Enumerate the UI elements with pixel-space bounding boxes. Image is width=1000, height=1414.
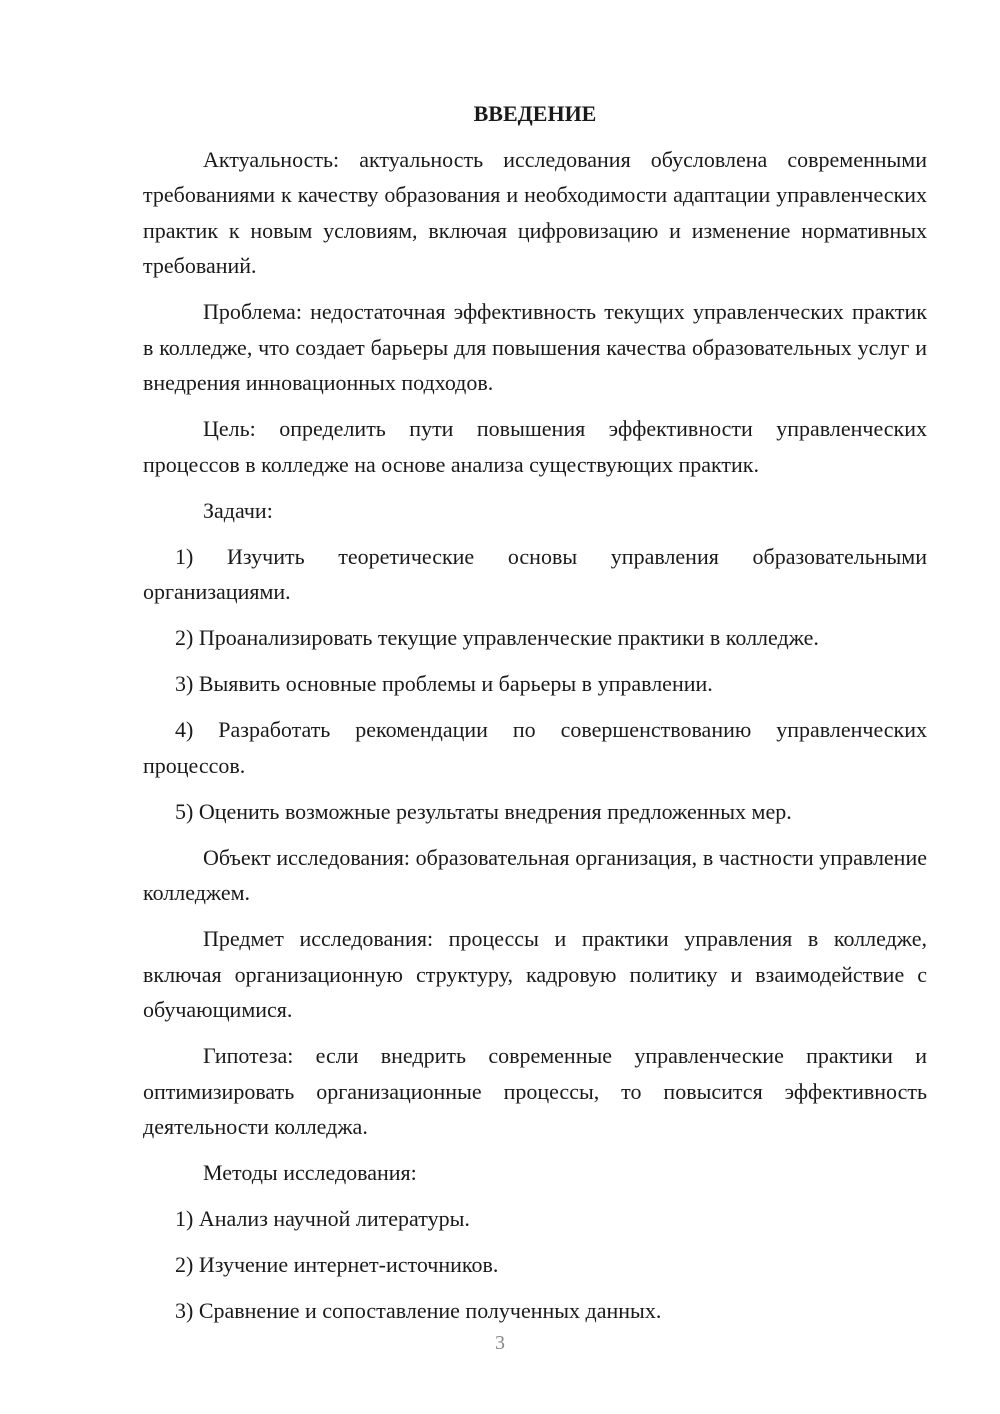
section-title: ВВЕДЕНИЕ: [473, 101, 597, 126]
object-paragraph: Объект исследования: образовательная организация, в частности управление колледжем.: [143, 844, 927, 905]
problem-paragraph: Проблема: недостаточная эффективность текущих управленческих практик в колледже, что создает барьеры для повышения качества образовательных услуг и внедрения инновационных подходов.: [143, 299, 927, 395]
subject-paragraph: Предмет исследования: процессы и практики управления в колледже, включая организационную структуру, кадровую политику и взаимодействие с обучающимися.: [143, 926, 927, 1022]
goal-paragraph: Цель: определить пути повышения эффективности управленческих процессов в колледже на основе анализа существующих практик.: [143, 416, 927, 477]
relevance-paragraph: Актуальность: актуальность исследования обусловлена современными требованиями к качеству образования и необходимости адаптации управленческих практик к новым условиям, включая цифровизацию и изменение нормативных требований.: [143, 146, 927, 278]
methods-heading: Методы исследования:: [203, 1160, 417, 1185]
hypothesis-paragraph: Гипотеза: если внедрить современные управленческие практики и оптимизировать организационные процессы, то повысится эффективность деятельности колледжа.: [143, 1043, 927, 1139]
task-item-4: 4) Разработать рекомендации по совершенствованию управленческих процессов.: [143, 717, 927, 778]
task-item-1: 1) Изучить теоретические основы управления образовательными организациями.: [143, 543, 927, 604]
task-item-2: 2) Проанализировать текущие управленческие практики в колледже.: [175, 625, 819, 650]
method-item-3: 3) Сравнение и сопоставление полученных данных.: [175, 1298, 662, 1323]
task-item-5: 5) Оценить возможные результаты внедрения предложенных мер.: [175, 798, 792, 824]
method-item-1: 1) Анализ научной литературы.: [175, 1206, 470, 1231]
method-item-2: 2) Изучение интернет-источников.: [175, 1252, 499, 1277]
task-item-3: 3) Выявить основные проблемы и барьеры в управлении.: [175, 671, 713, 696]
page-number: 3: [495, 1332, 505, 1354]
document-page: [143, 96, 927, 1339]
tasks-heading: Задачи:: [203, 497, 273, 523]
